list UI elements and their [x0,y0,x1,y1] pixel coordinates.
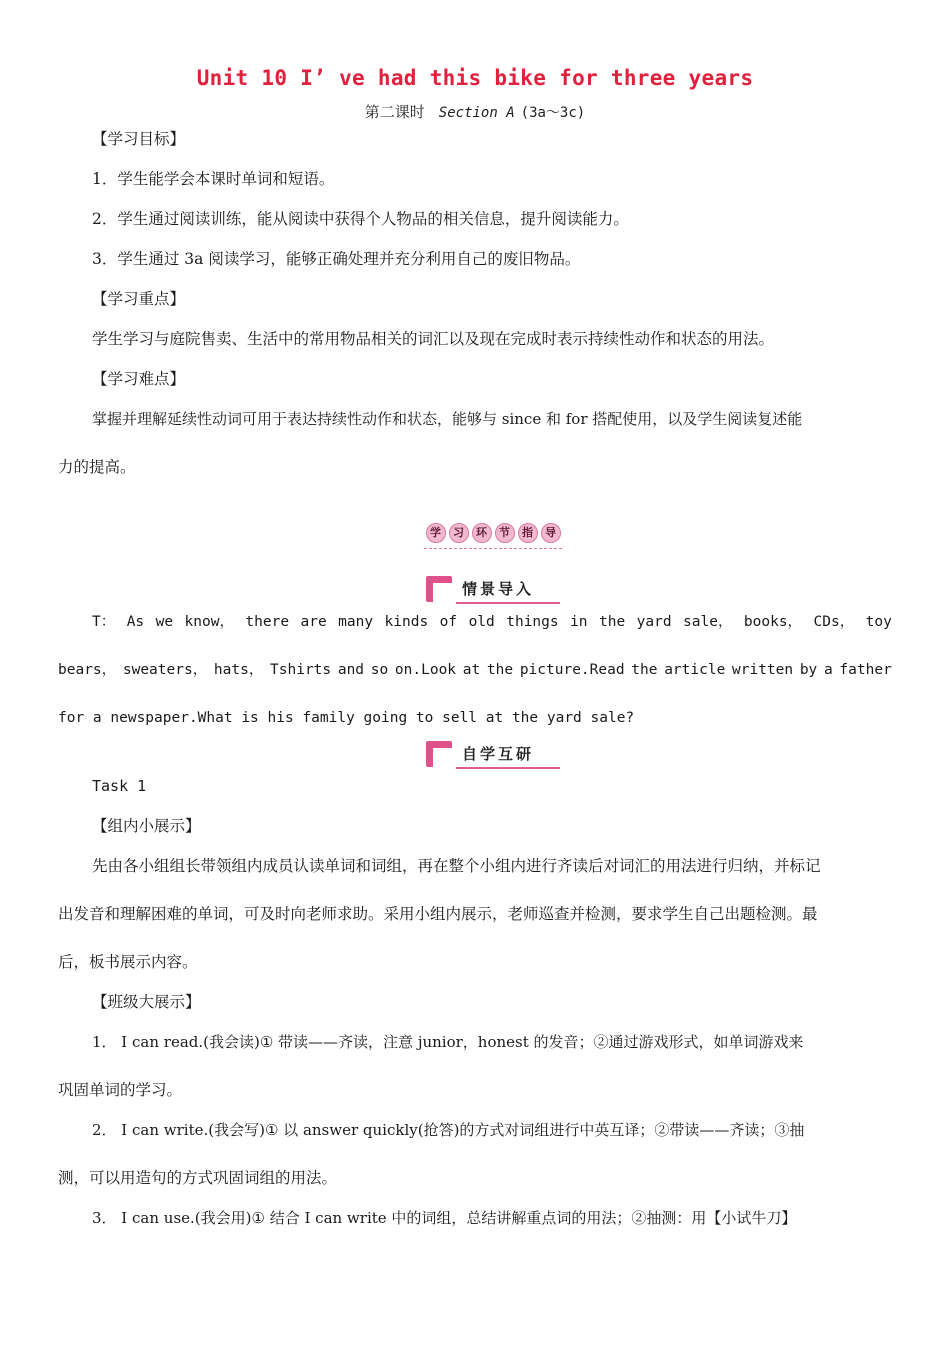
word: there [245,614,290,630]
class-display-item: 巩固单词的学习。 [58,1081,183,1099]
difficulties-text: 力的提高。 [58,458,136,476]
class-display-item: 1． I can read.(我会读)① 带读——齐读，注意 junior，honest 的发音；②通过游戏形式，如单词游戏来 [92,1033,804,1051]
word: we [155,614,174,630]
lesson-subtitle [0,101,950,122]
word: many [338,614,374,630]
word: kinds [384,614,429,630]
word: article [664,662,726,678]
word: the [631,662,658,678]
difficulties-text: 掌握并理解延续性动词可用于表达持续性动作和状态，能够与 since 和 for 搭配使用，以及学生阅读复述能 [92,410,803,428]
class-display-item: 2． I can write.(我会写)① 以 answer quickly(抢答)的方式对词组进行中英互译；②带读——齐读；③抽 [92,1121,805,1139]
word: are [300,614,327,630]
word: things [506,614,559,630]
word: a [823,662,833,678]
difficulties-heading: 【学习难点】 [92,370,186,388]
word: at [462,662,481,678]
section-range: (3a～3c) [520,105,586,121]
banner-char: 环 [472,523,492,543]
word: sweaters， [122,662,208,678]
task-label: Task 1 [92,777,147,795]
class-display-item: 3． I can use.(我会用)① 结合 I can write 中的词组，总结讲解重点词的用法；②抽测：用【小试牛刀】 [92,1209,797,1227]
banner-char: 节 [495,523,515,543]
word: and [337,662,365,678]
word: on.Look [394,662,457,678]
word: sale， [683,614,733,630]
word: so [370,662,389,678]
self-study-heading: 自学互研 [426,741,560,769]
word: father [839,662,892,678]
class-display-item: 测，可以用造句的方式巩固词组的用法。 [58,1169,338,1187]
scene-intro-line [58,659,892,681]
guide-banner [420,519,566,549]
word: bears， [58,662,117,678]
key-points-heading: 【学习重点】 [92,290,186,308]
objective-item: 1．学生能学会本课时单词和短语。 [92,170,335,188]
word: toy [865,614,892,630]
scene-intro-heading: 情景导入 [426,576,560,604]
banner-char: 导 [541,523,561,543]
scene-intro-line [92,611,892,633]
word: the [599,614,626,630]
word: by [799,662,818,678]
lesson-number: 第二课时 [364,103,425,121]
group-display-heading: 【组内小展示】 [92,817,201,835]
group-display-text: 先由各小组组长带领组内成员认读单词和词组，再在整个小组内进行齐读后对词汇的用法进行归纳，并标记 [92,857,821,875]
banner-char: 习 [449,523,469,543]
key-points-text: 学生学习与庭院售卖、生活中的常用物品相关的词汇以及现在完成时表示持续性动作和状态的用法。 [92,330,775,348]
objectives-heading: 【学习目标】 [92,130,186,148]
scene-intro-line: for a newspaper.What is his family going to sell at the yard sale? [58,710,635,726]
word: yard [636,614,672,630]
section-label: Section A [438,105,515,121]
word: know， [184,614,234,630]
objective-item: 2．学生通过阅读训练，能从阅读中获得个人物品的相关信息，提升阅读能力。 [92,210,629,228]
word: the [486,662,514,678]
word: written [732,662,794,678]
section-square-icon [426,741,452,767]
banner-char: 学 [426,523,446,543]
word: Tshirts [270,662,332,678]
word: hats， [213,662,264,678]
group-display-text: 后，板书展示内容。 [58,953,198,971]
unit-title: Unit 10 I’ ve had this bike for three years [196,66,754,90]
word: books， [743,614,803,630]
word: CDs， [813,614,855,630]
word: picture.Read [519,662,625,678]
word: As [126,614,145,630]
banner-char: 指 [518,523,538,543]
word: of [439,614,458,630]
objective-item: 3．学生通过 3a 阅读学习，能够正确处理并充分利用自己的废旧物品。 [92,250,581,268]
word: T： [92,614,116,630]
word: old [468,614,495,630]
word: in [570,614,588,630]
group-display-text: 出发音和理解困难的单词，可及时向老师求助。采用小组内展示，老师巡查并检测，要求学生自己出题检测。最 [58,905,818,923]
class-display-heading: 【班级大展示】 [92,993,201,1011]
section-square-icon [426,576,452,602]
